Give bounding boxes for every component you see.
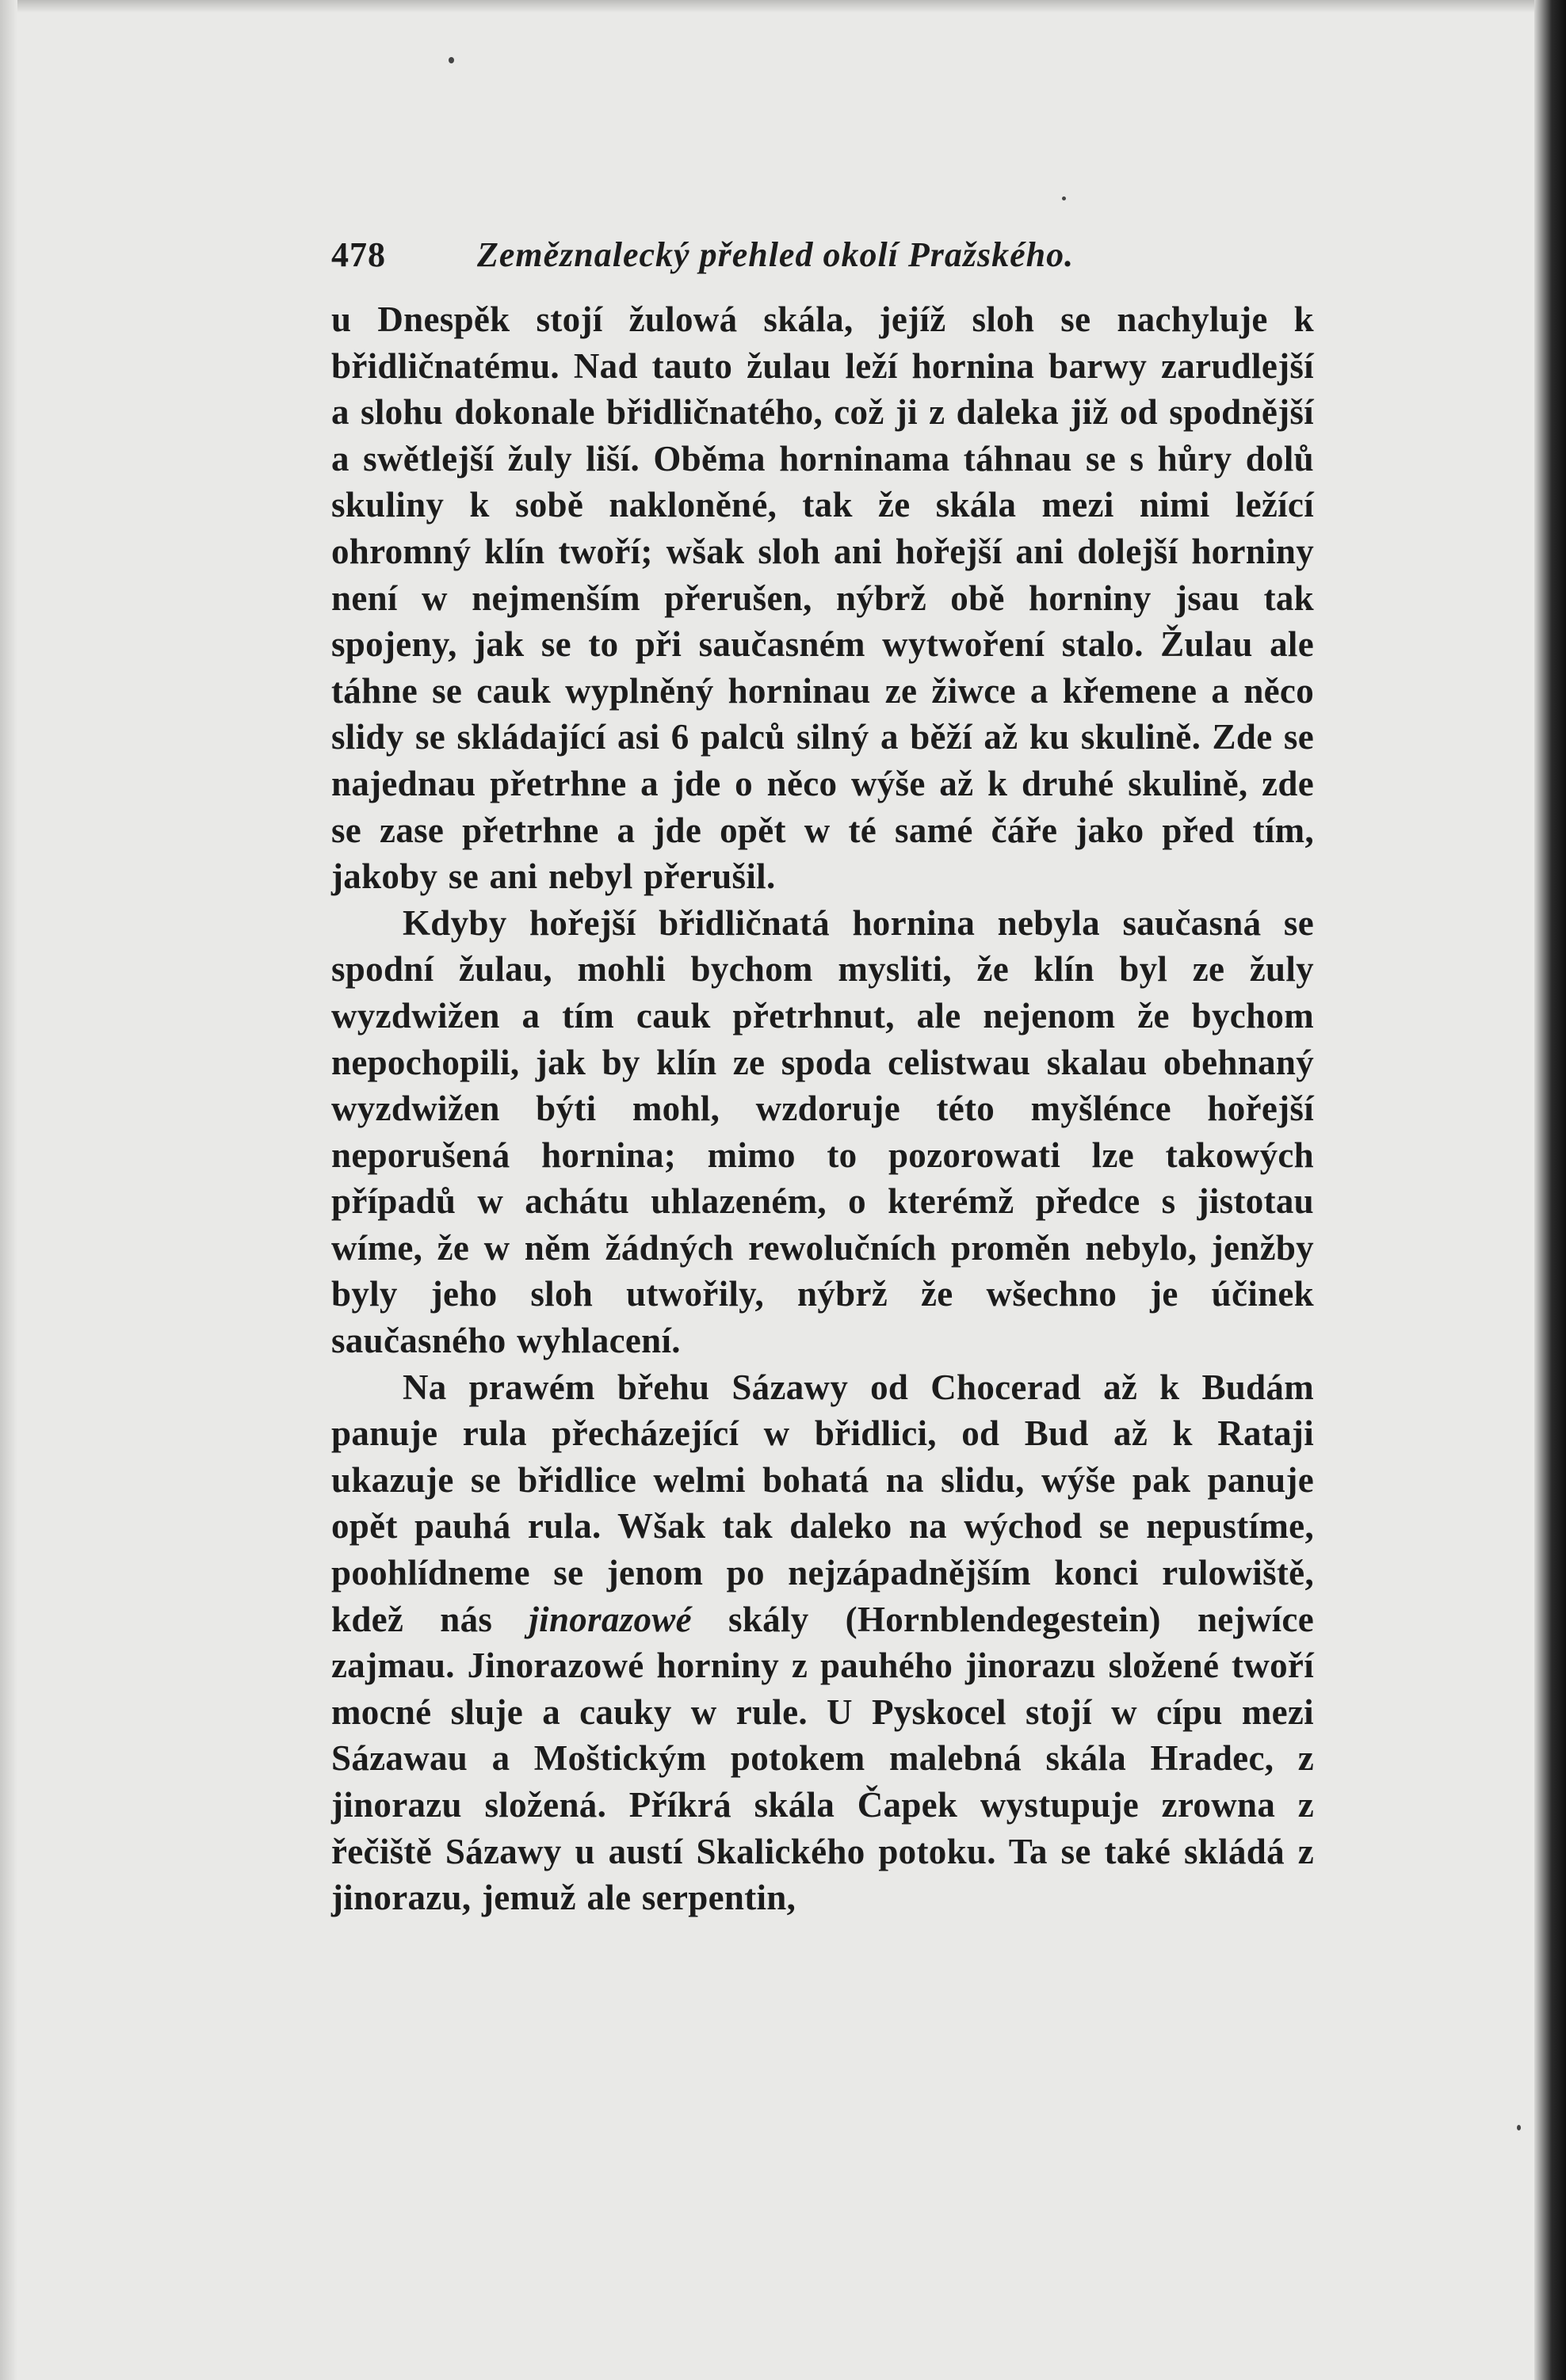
paragraph: Kdyby hořejší břidličnatá hornina nebyla saučasná se spodní žulau, mohli bychom mysliti, že klín byl ze žuly wyzdwižen a tím cauk přetrhnut, ale nejenom že bychom nepochopili, jak by klín ze spoda celistwau skalau obehnaný wyzdwižen býti mohl, wzdoruje této myšlénce hořejší neporušená hornina; mimo to pozorowati lze takowých případů w achátu uhlazeném, o kterémž předce s jistotau wíme, že w něm žádných rewolučních proměn nebylo, jenžby byly jeho sloh utwořily, nýbrž že wšechno je účinek saučasného wyhlacení. [331,902,1314,1361]
scan-speck [1062,196,1066,200]
paragraph-continued: u Dnespěk stojí žulowá skála, jejíž sloh se nachyluje k břidličnatému. Nad tauto žulau leží hornina barwy zarudlejší a slohu dokonale břidličnatého, což ji z daleka již od spodnější a swětlejší žuly liší. Oběma horninama táhnau se s hůry dolů skuliny k sobě nakloněné, tak že skála mezi nimi ležící ohromný klín twoří; wšak sloh ani hořejší ani dolejší horniny není w nejmenším přerušen, nýbrž obě horniny jsau tak spojeny, jak se to při saučasném wytwoření stalo. Žulau ale táhne se cauk wyplněný horninau ze žiwce a křemene a něco slidy se skládající asi 6 palců silný a běží až ku skulině. Zde se najednau přetrhne a jde o něco wýše až k druhé skulině, zde se zase přetrhne a jde opět w té samé čáře jako před tím, jakoby se ani nebyl přerušil. [331,299,1314,897]
running-head [331,222,1314,288]
emphasized-term: jinorazowé [529,1599,692,1639]
scan-edge-left [0,0,17,2380]
book-page [331,222,1314,2092]
running-head-title: Zeměznalecký přehled okolí Pražského. [477,235,1075,274]
body-text [331,296,1314,1921]
scan-edge-top [0,0,1566,13]
paragraph-text: Na prawém břehu Sázawy od Chocerad až k Budám panuje rula přecházející w břidlici, od Bud až k Rataji ukazuje se břidlice welmi bohatá na slidu, wýše pak panuje opět pauhá rula. Wšak tak daleko na wýchod se nepustíme, poohlídneme se jenom po nejzápadnějším konci rulowiště, kdež nás [331,1367,1314,1639]
paragraph-text: skály (Hornblendegestein) nejwíce zajmau. Jinorazowé horniny z pauhého jinorazu složené twoří mocné sluje a cauky w rule. U Pyskocel stojí w cípu mezi Sázawau a Moštickým potokem malebná skála Hradec, z jinorazu složená. Příkrá skála Čapek wystupuje zrowna z řečiště Sázawy u austí Skalického potoku. Ta se také skládá z jinorazu, jemuž ale serpentin, [331,1599,1314,1918]
scan-speck [1517,2125,1521,2130]
scan-edge-right [1534,0,1566,2380]
page-number: 478 [331,235,386,274]
paragraph [331,1364,1314,1921]
scan-speck [449,57,454,63]
